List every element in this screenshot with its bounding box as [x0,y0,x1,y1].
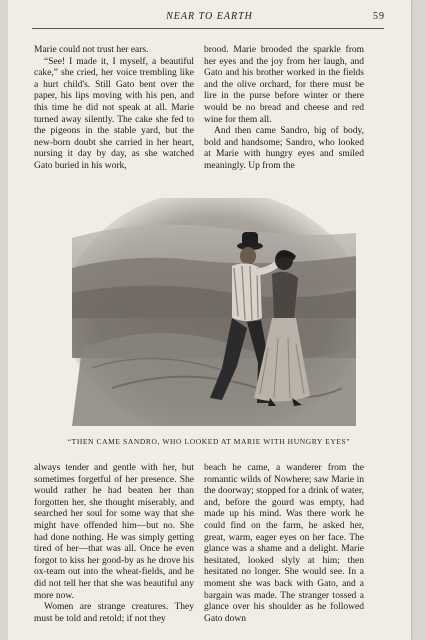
paragraph: Marie could not trust her ears. [34,45,149,55]
paragraph: brood. Marie brooded the sparkle from her eyes and the joy from her laugh, and Gato and his brother worked in the fields and the olive orchard, for there must be lire in the purse before winter or there would be no bread and cheese and red wine for them all. [204,45,364,125]
illustration-drawing [72,198,356,426]
text-column-bottom-left [34,463,194,625]
illustration [72,198,356,426]
text-column-top-right [204,45,364,173]
paragraph: Women are strange creatures. They must be told and retold; if not they [34,602,194,624]
paragraph: beach he came, a wanderer from the romantic wilds of Nowhere; saw Marie in the doorway; stopped for a drink of water, and, before the gourd was empty, had made up his mind. Was there work he could find on the farm, he asked her, great, warm, eager eyes on her face. The glance was a shame and a delight. Marie hesitated, looked slyly at him; then hesitated no longer. She would see. In a moment she was back with Gato, and a bargain was made. The stranger tossed a glance over his shoulder as he followed Gato down [204,463,365,624]
text-column-bottom-right [204,463,364,625]
page-number: 59 [373,11,385,22]
text-column-top-left [34,45,194,173]
paragraph: “See! I made it, I myself, a beautiful cake,” she cried, her voice trembling like a hurt child's. Still Gato bent over the paper, his lips moving with his pen, and this time he did not speak at all. Marie turned away silently. The cake she fed to the pigeons in the stable yard, but the new-born doubt she carried in her heart, nursing it day by day, as she watched Gato buried in his work, [34,56,194,171]
book-page [8,0,411,640]
header-rule [32,28,384,29]
running-title: NEAR TO EARTH [166,11,253,22]
running-head [8,11,411,25]
paragraph: always tender and gentle with her, but sometimes forgetful of her presence. She would rather he had beaten her than forgotten her, she thought miserably, and searched her soul for some way that she might have offended him—but no. She had done nothing. He was simply getting tired of her—that was all. Once he even forgot to kiss her good-by as he drove his ox-team out into the wheat-fields, and he did not tell her that she was beautiful any more now. [34,463,194,601]
paragraph: And then came Sandro, big of body, bold and handsome; Sandro, who looked at Marie with hungry eyes and smiled meaningly. Up from the [204,126,364,171]
illustration-caption: “THEN CAME SANDRO, WHO LOOKED AT MARIE WITH HUNGRY EYES” [67,437,351,446]
